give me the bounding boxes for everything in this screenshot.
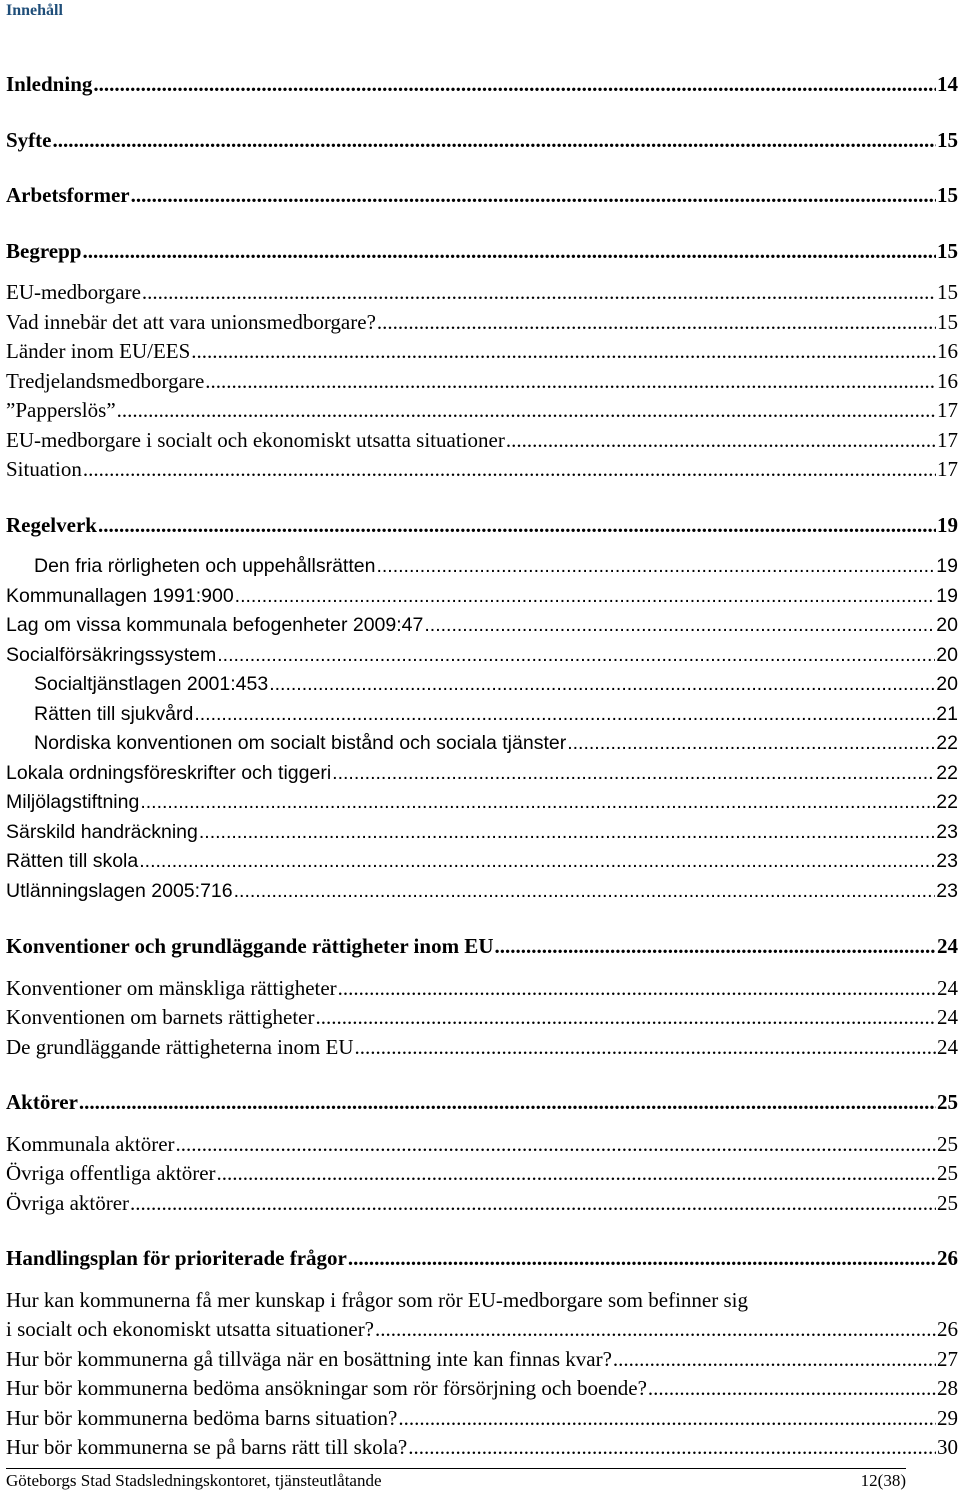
toc-entry[interactable] bbox=[6, 455, 958, 485]
toc-leader-dots bbox=[176, 1130, 936, 1160]
toc-leader-dots bbox=[98, 511, 936, 541]
toc-entry-page: 20 bbox=[936, 643, 958, 666]
toc-entry-label: i socialt och ekonomiskt utsatta situationer? bbox=[6, 1317, 375, 1341]
toc-entry[interactable] bbox=[6, 70, 958, 100]
toc-entry-page: 26 bbox=[937, 1317, 958, 1341]
toc-leader-dots bbox=[130, 1189, 936, 1219]
toc-entry-label: Konventioner och grundläggande rättigheter inom EU bbox=[6, 934, 494, 958]
toc-entry-label: Aktörer bbox=[6, 1090, 78, 1114]
toc-leader-dots bbox=[234, 877, 936, 907]
toc-entry-page: 16 bbox=[937, 368, 958, 393]
toc-entry[interactable] bbox=[6, 670, 958, 700]
toc-leader-dots bbox=[316, 1003, 937, 1033]
toc-entry[interactable] bbox=[6, 582, 958, 612]
toc-entry-label: Länder inom EU/EES bbox=[6, 339, 191, 363]
toc-entry[interactable] bbox=[6, 641, 958, 671]
toc-leader-dots bbox=[398, 1404, 936, 1434]
toc-entry-page: 19 bbox=[936, 584, 958, 607]
toc-entry-label: ”Papperslös” bbox=[6, 398, 116, 422]
toc-leader-dots bbox=[567, 729, 935, 759]
toc-entry-page: 22 bbox=[936, 761, 958, 784]
toc-entry-page: 15 bbox=[937, 280, 958, 304]
toc-entry[interactable] bbox=[6, 759, 958, 789]
toc-entry[interactable] bbox=[6, 337, 958, 367]
toc-leader-dots bbox=[375, 1315, 936, 1345]
toc-entry-page: 24 bbox=[937, 1034, 958, 1059]
toc-entry-label: Kommunala aktörer bbox=[6, 1131, 175, 1156]
toc-leader-dots bbox=[338, 974, 936, 1004]
toc-leader-dots bbox=[424, 611, 935, 641]
toc-entry[interactable] bbox=[6, 847, 958, 877]
toc-leader-dots bbox=[348, 1244, 936, 1274]
toc-entry-page: 20 bbox=[936, 614, 958, 636]
toc-entry-page: 23 bbox=[936, 820, 958, 843]
toc-entry-label: Nordiska konventionen om socialt bistånd och sociala tjänster bbox=[34, 732, 567, 754]
toc-entry-page: 23 bbox=[936, 879, 958, 902]
toc-entry-page: 27 bbox=[937, 1346, 958, 1371]
toc-entry-page: 29 bbox=[937, 1405, 958, 1430]
toc-entry-label: Rätten till sjukvård bbox=[34, 702, 194, 725]
toc-entry-label: Övriga aktörer bbox=[6, 1190, 130, 1215]
toc-leader-dots bbox=[377, 308, 936, 338]
toc-entry-label: Hur bör kommunerna se på barns rätt till skola? bbox=[6, 1435, 408, 1459]
toc-entry-label: Hur bör kommunerna bedöma ansökningar som rör försörjning och boende? bbox=[6, 1376, 647, 1400]
toc-leader-dots bbox=[376, 552, 935, 582]
toc-entry-label: Begrepp bbox=[6, 238, 82, 263]
toc-entry-label: Socialförsäkringssystem bbox=[6, 643, 217, 666]
toc-leader-dots bbox=[408, 1433, 936, 1463]
page-header-title: Innehåll bbox=[6, 2, 63, 19]
toc-entry-page: 21 bbox=[936, 702, 958, 725]
toc-entry-label: Lokala ordningsföreskrifter och tiggeri bbox=[6, 761, 332, 784]
toc-entry[interactable] bbox=[6, 1033, 958, 1063]
toc-entry-page: 20 bbox=[936, 673, 958, 695]
toc-entry-label: Arbetsformer bbox=[6, 183, 130, 207]
toc-leader-dots bbox=[142, 278, 936, 308]
toc-entry-label: Lag om vissa kommunala befogenheter 2009:47 bbox=[6, 614, 424, 636]
toc-entry-label: Tredjelandsmedborgare bbox=[6, 368, 205, 393]
toc-entry[interactable] bbox=[6, 552, 958, 582]
toc-entry-label: Hur bör kommunerna bedöma barns situation? bbox=[6, 1405, 398, 1430]
toc-entry[interactable] bbox=[6, 181, 958, 211]
toc-entry[interactable] bbox=[6, 1404, 958, 1434]
toc-entry-page: 19 bbox=[936, 555, 958, 577]
toc-leader-dots bbox=[117, 396, 936, 426]
toc-leader-dots bbox=[613, 1345, 936, 1375]
toc-entry[interactable] bbox=[6, 511, 958, 541]
toc-entry[interactable] bbox=[6, 426, 958, 456]
toc-entry-label: Den fria rörligheten och uppehållsrätten bbox=[34, 555, 376, 577]
toc-entry-page: 15 bbox=[937, 183, 958, 207]
toc-entry-page: 24 bbox=[937, 1005, 958, 1029]
toc-entry-page: 16 bbox=[937, 339, 958, 363]
toc-entry-page: 24 bbox=[937, 934, 958, 958]
toc-entry[interactable] bbox=[6, 1003, 958, 1033]
toc-leader-dots bbox=[269, 670, 935, 700]
toc-leader-dots bbox=[191, 337, 936, 367]
toc-entry-label: EU-medborgare bbox=[6, 280, 141, 304]
toc-entry[interactable] bbox=[6, 1345, 958, 1375]
toc-entry[interactable] bbox=[6, 877, 958, 907]
toc-entry[interactable] bbox=[6, 278, 958, 308]
toc-leader-dots bbox=[93, 70, 936, 100]
toc-leader-dots bbox=[82, 237, 936, 267]
toc-leader-dots bbox=[205, 367, 936, 397]
toc-entry-page: 26 bbox=[937, 1246, 958, 1270]
toc-entry-label: Syfte bbox=[6, 127, 52, 152]
toc-entry-label: Rätten till skola bbox=[6, 850, 139, 872]
toc-entry[interactable] bbox=[6, 788, 958, 818]
toc-leader-dots bbox=[139, 847, 935, 877]
toc-leader-dots bbox=[506, 426, 936, 456]
toc-entry[interactable] bbox=[6, 1159, 958, 1189]
toc-entry-page: 30 bbox=[937, 1435, 958, 1459]
toc-entry-page: 28 bbox=[937, 1376, 958, 1400]
toc-entry-label: Inledning bbox=[6, 72, 93, 96]
toc-entry[interactable] bbox=[6, 396, 958, 426]
toc-leader-dots bbox=[332, 759, 935, 789]
toc-entry[interactable] bbox=[6, 237, 958, 267]
toc-entry[interactable] bbox=[6, 818, 958, 848]
toc-entry-page: 15 bbox=[937, 309, 958, 334]
toc-entry-page: 19 bbox=[937, 512, 958, 537]
toc-entry-label: Situation bbox=[6, 457, 82, 481]
toc-entry-label: De grundläggande rättigheterna inom EU bbox=[6, 1034, 354, 1059]
toc-entry-page: 25 bbox=[937, 1090, 958, 1114]
toc-entry[interactable] bbox=[6, 126, 958, 156]
toc-entry-label: Hur bör kommunerna gå tillväga när en bosättning inte kan finnas kvar? bbox=[6, 1346, 612, 1371]
toc-entry[interactable] bbox=[6, 1433, 958, 1463]
toc-leader-dots bbox=[194, 700, 935, 730]
page-footer bbox=[6, 1468, 906, 1491]
toc-leader-dots bbox=[199, 818, 935, 848]
toc-leader-dots bbox=[140, 788, 935, 818]
toc-leader-dots bbox=[494, 932, 936, 962]
toc-entry-label: Regelverk bbox=[6, 512, 97, 537]
toc-leader-dots bbox=[53, 126, 937, 156]
toc-entry-page: 14 bbox=[937, 72, 958, 96]
toc-entry[interactable] bbox=[6, 1189, 958, 1219]
toc-entry-label: EU-medborgare i socialt och ekonomiskt utsatta situationer bbox=[6, 427, 505, 452]
toc-entry[interactable] bbox=[6, 611, 958, 641]
toc-entry-page: 22 bbox=[936, 791, 958, 813]
table-of-contents bbox=[6, 44, 958, 1463]
toc-entry[interactable] bbox=[6, 1315, 958, 1345]
toc-entry-page: 25 bbox=[937, 1190, 958, 1215]
toc-entry-label: Särskild handräckning bbox=[6, 820, 198, 843]
toc-entry[interactable] bbox=[6, 700, 958, 730]
toc-entry[interactable] bbox=[6, 1088, 958, 1118]
toc-entry-page: 15 bbox=[937, 238, 958, 263]
toc-entry-label: Konventionen om barnets rättigheter bbox=[6, 1005, 315, 1029]
toc-entry-page: 22 bbox=[936, 732, 958, 754]
toc-entry-label: Socialtjänstlagen 2001:453 bbox=[34, 673, 269, 695]
footer-left: Göteborgs Stad Stadsledningskontoret, tjänsteutlåtande bbox=[6, 1471, 382, 1490]
toc-entry[interactable] bbox=[6, 932, 958, 962]
toc-entry-wrapped-line1: Hur kan kommunerna få mer kunskap i frågor som rör EU-medborgare som befinner sig bbox=[6, 1287, 748, 1312]
toc-entry-page: 15 bbox=[937, 127, 958, 152]
toc-entry-label: Konventioner om mänskliga rättigheter bbox=[6, 975, 337, 1000]
toc-entry[interactable] bbox=[6, 1374, 958, 1404]
toc-leader-dots bbox=[217, 641, 935, 671]
toc-entry[interactable] bbox=[6, 367, 958, 397]
toc-leader-dots bbox=[83, 455, 936, 485]
toc-entry-page: 17 bbox=[937, 398, 958, 422]
toc-entry[interactable] bbox=[6, 1244, 958, 1274]
toc-entry[interactable] bbox=[6, 729, 958, 759]
toc-leader-dots bbox=[131, 181, 936, 211]
toc-leader-dots bbox=[355, 1033, 936, 1063]
toc-entry-page: 17 bbox=[937, 427, 958, 452]
toc-leader-dots bbox=[235, 582, 936, 612]
toc-entry[interactable] bbox=[6, 1130, 958, 1160]
toc-entry-label: Utlänningslagen 2005:716 bbox=[6, 879, 233, 902]
toc-leader-dots bbox=[79, 1088, 936, 1118]
toc-entry-page: 17 bbox=[937, 457, 958, 481]
toc-entry-page: 24 bbox=[937, 975, 958, 1000]
toc-leader-dots bbox=[648, 1374, 936, 1404]
toc-entry-label: Vad innebär det att vara unionsmedborgare? bbox=[6, 309, 376, 334]
toc-entry[interactable] bbox=[6, 974, 958, 1004]
footer-page-number: 12(38) bbox=[860, 1471, 906, 1490]
toc-entry-label: Kommunallagen 1991:900 bbox=[6, 584, 234, 607]
toc-entry-page: 25 bbox=[937, 1131, 958, 1156]
toc-entry-label: Handlingsplan för prioriterade frågor bbox=[6, 1246, 347, 1270]
toc-entry-page: 25 bbox=[937, 1161, 958, 1185]
toc-entry-label: Miljölagstiftning bbox=[6, 791, 140, 813]
toc-entry[interactable] bbox=[6, 308, 958, 338]
toc-leader-dots bbox=[217, 1159, 936, 1189]
toc-entry-page: 23 bbox=[936, 850, 958, 872]
toc-entry-label: Övriga offentliga aktörer bbox=[6, 1161, 216, 1185]
